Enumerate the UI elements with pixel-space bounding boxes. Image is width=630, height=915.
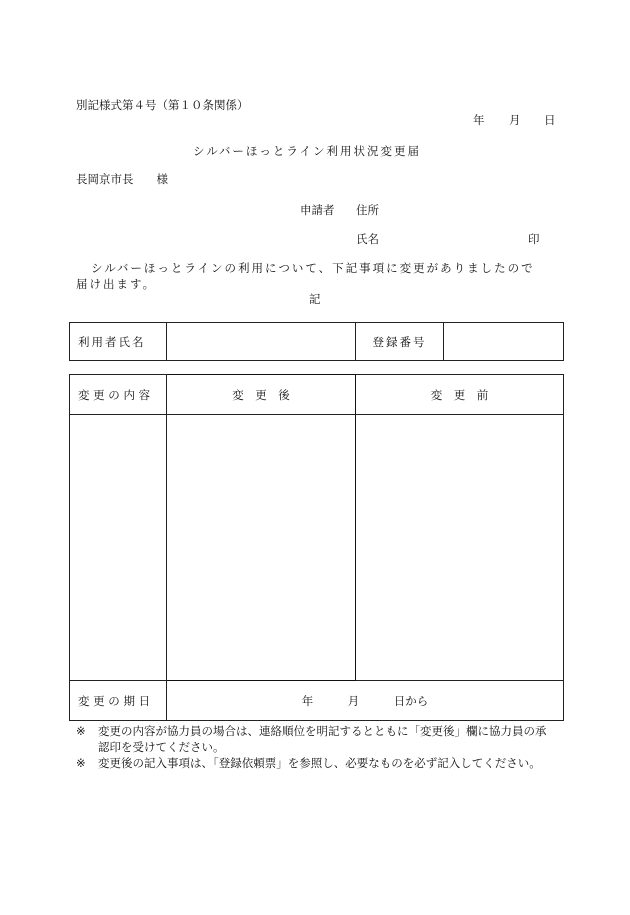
registration-number-label: 登録番号: [356, 323, 444, 361]
body-text-line1: シルバーほっとラインの利用について、下記事項に変更がありましたので: [91, 261, 535, 275]
form-reference: 別記様式第４号（第１０条関係）: [76, 98, 249, 112]
note-1-mark: ※: [76, 724, 86, 738]
date-month-label: 月: [509, 113, 521, 127]
change-date-label: 変 更 の 期 日: [70, 681, 167, 721]
note-1: [76, 723, 547, 755]
after-change-header: 変 更 後: [167, 375, 356, 415]
address-label: 住所: [356, 203, 379, 217]
change-content-header: 変 更 の 内 容: [70, 375, 167, 415]
applicant-label: 申請者: [300, 203, 335, 217]
addressee: 長岡京市長 様: [76, 172, 168, 186]
change-details-table: [69, 374, 564, 721]
user-name-field[interactable]: [167, 323, 356, 361]
ki-heading: 記: [309, 292, 321, 306]
date-day-label: 日: [544, 113, 556, 127]
note-2-mark: ※: [76, 756, 86, 770]
before-change-field[interactable]: [356, 415, 564, 681]
note-2: [76, 755, 541, 771]
change-date-field[interactable]: 年 月 日から: [167, 681, 564, 721]
user-name-label: 利用者氏名: [70, 323, 167, 361]
form-title: シルバーほっとライン利用状況変更届: [193, 144, 422, 158]
name-label: 氏名: [356, 232, 379, 246]
user-info-table: [69, 322, 564, 361]
date-year-label: 年: [473, 113, 485, 127]
note-1-line1: 変更の内容が協力員の場合は、連絡順位を明記するとともに「変更後」欄に協力員の承: [98, 724, 547, 738]
change-content-field[interactable]: [70, 415, 167, 681]
note-1-line2: 認印を受けてください。: [98, 740, 225, 754]
registration-number-field[interactable]: [444, 323, 564, 361]
seal-label: 印: [528, 232, 540, 246]
before-change-header: 変 更 前: [356, 375, 564, 415]
note-2-line1: 変更後の記入事項は、「登録依頼票」を参照し、必要なものを必ず記入してください。: [98, 756, 541, 770]
after-change-field[interactable]: [167, 415, 356, 681]
body-text-line2: 届け出ます。: [76, 277, 157, 291]
